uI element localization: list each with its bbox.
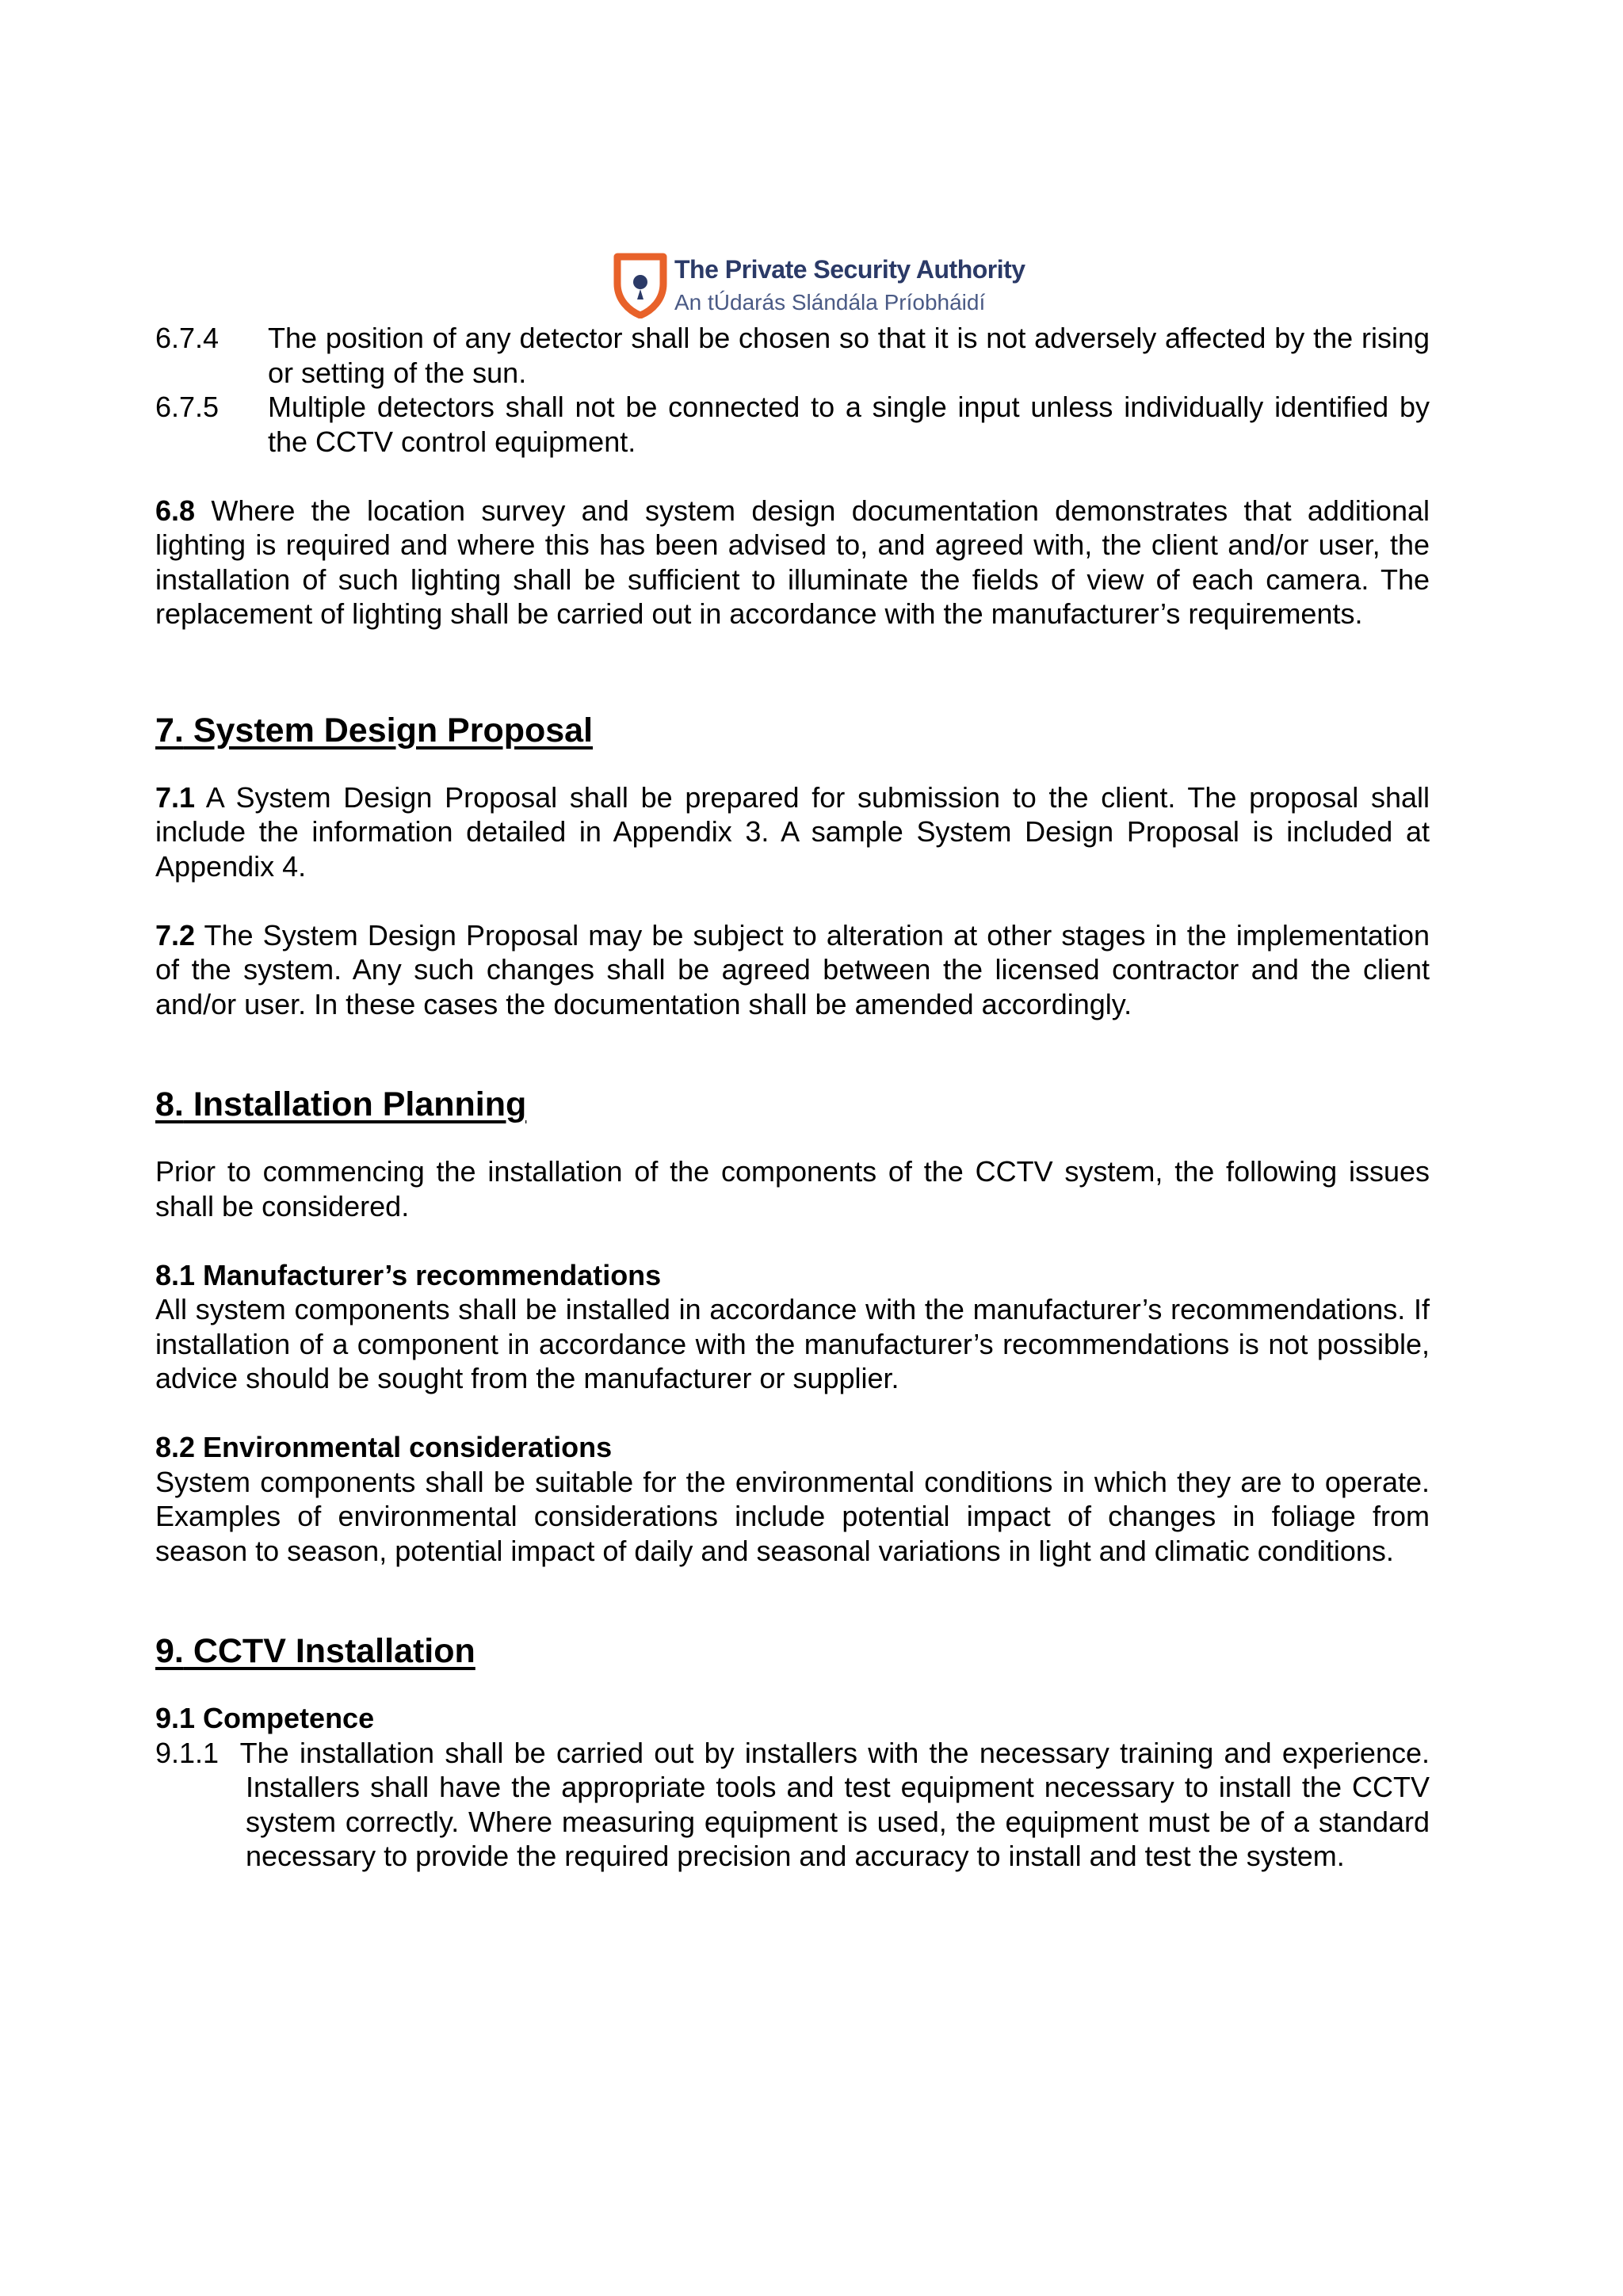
clause-6-7-5 [155, 390, 1430, 459]
section-number: 9. [155, 1632, 184, 1670]
shield-icon [613, 252, 668, 318]
clause-7-1 [155, 780, 1430, 884]
clause-text: The position of any detector shall be chosen so that it is not adversely affected by the rising or setting of the sun. [268, 322, 1430, 389]
org-name-irish: An tÚdarás Slándála Príobháidí [674, 290, 986, 315]
header-logo [613, 250, 1025, 322]
section-8-heading [155, 1085, 1430, 1124]
section-7-heading [155, 711, 1430, 750]
clause-text: A System Design Proposal shall be prepared for submission to the client. The proposal shall include the information detailed in Appendix 3. A sample System Design Proposal is included at Appendix 4. [155, 780, 1430, 883]
clause-6-8 [155, 494, 1430, 631]
clause-text: The System Design Proposal may be subject to alteration at other stages in the implementation of the system. Any such changes shall be agreed between the licensed contractor and the client and/or user. In these cases the documentation shall be amended accordingly. [155, 918, 1430, 1020]
subsection-8-2-heading: 8.2 Environmental considerations [155, 1431, 613, 1463]
clause-text: Where the location survey and system design documentation demonstrates that additional lighting is required and where this has been advised to, and agreed with, the client and/or user, the installation of such lighting shall be sufficient to illuminate the fields of view of each camera. The replacement of lighting shall be carried out in accordance with the manufacturer’s requirements. [155, 494, 1430, 630]
clause-number: 7.2 [155, 918, 196, 952]
section-number: 8. [155, 1085, 184, 1123]
clause-7-2 [155, 918, 1430, 1022]
clause-number: 6.7.4 [155, 322, 220, 354]
clause-text: Multiple detectors shall not be connected to a single input unless individually identified by the CCTV control equipment. [268, 391, 1430, 458]
section-number: 7. [155, 711, 184, 749]
org-name: The Private Security Authority [674, 255, 1025, 284]
clause-number: 6.7.5 [155, 391, 220, 423]
section-title: CCTV Installation [183, 1632, 475, 1670]
subsection-9-1-heading: 9.1 Competence [155, 1702, 375, 1734]
section-title: System Design Proposal [183, 711, 594, 749]
clause-text: The installation shall be carried out by installers with the necessary training and experience. Installers shall have the appropriate tools and test equipment necessary to install the CCTV system correctly. Where measuring equipment is used, the equipment must be of a standard necessary to provide the required precision and accuracy to install and test the system. [239, 1736, 1430, 1872]
subsection-8-1-text: All system components shall be installed in accordance with the manufacturer’s recommendations. If installation of a component in accordance with the manufacturer’s recommendations is not possible, advice should be sought from the manufacturer or supplier. [155, 1293, 1430, 1394]
clause-number: 9.1.1 [155, 1736, 220, 1769]
document-body [155, 321, 1430, 1874]
subsection-8-1-heading: 8.1 Manufacturer’s recommendations [155, 1258, 662, 1291]
clause-6-7-4 [155, 321, 1430, 390]
subsection-8-2-text: System components shall be suitable for the environmental conditions in which they are to operate. Examples of environmental considerations include potential impact of changes in foliage from season to season, potential impact of daily and seasonal variations in light and climatic conditions. [155, 1465, 1430, 1567]
section-8-intro: Prior to commencing the installation of the components of the CCTV system, the following issues shall be considered. [155, 1155, 1430, 1222]
clause-9-1-1 [155, 1736, 1430, 1874]
clause-number: 6.8 [155, 494, 196, 527]
section-title: Installation Planning [183, 1085, 527, 1123]
clause-number: 7.1 [155, 780, 196, 814]
section-9-heading [155, 1631, 1430, 1671]
